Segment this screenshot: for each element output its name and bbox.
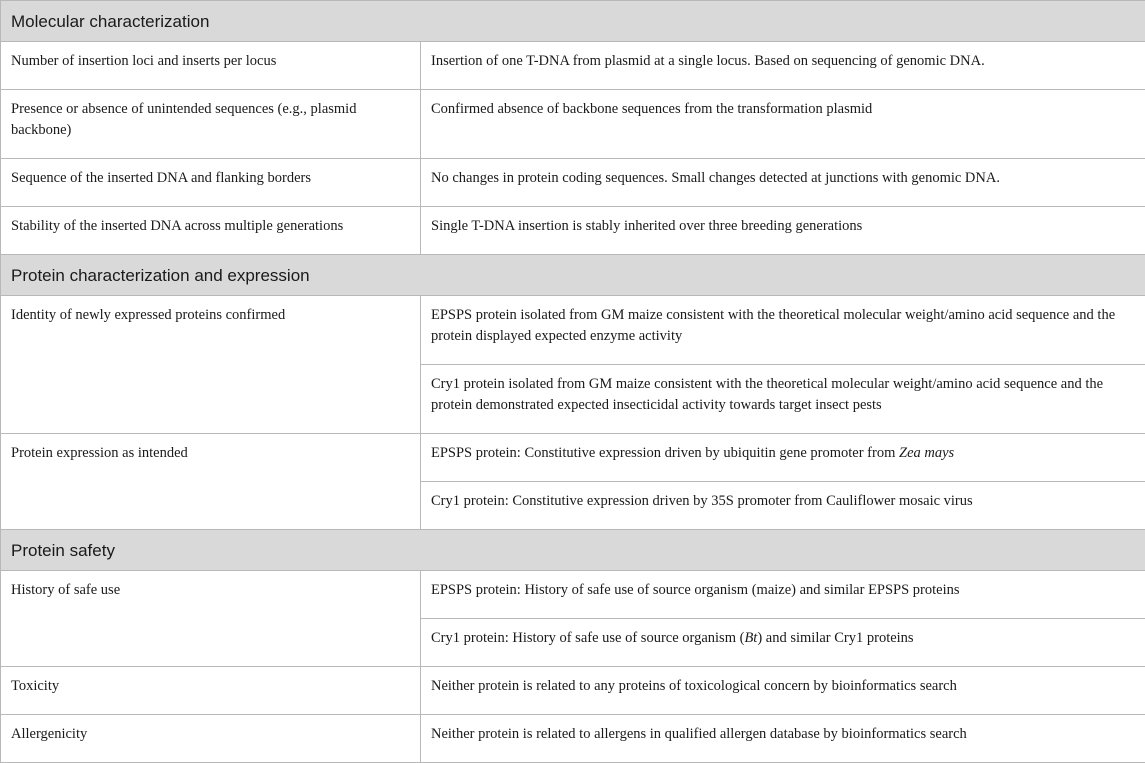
table-row	[1, 667, 1145, 715]
table-row	[1, 571, 1145, 619]
table-row	[1, 296, 1145, 365]
section-title: Protein characterization and expression	[1, 255, 1145, 296]
row-value: Insertion of one T-DNA from plasmid at a single locus. Based on sequencing of genomic DNA.	[421, 42, 1145, 90]
table-row	[1, 207, 1145, 255]
row-label: Identity of newly expressed proteins confirmed	[1, 296, 421, 434]
table-row	[1, 90, 1145, 159]
table-row	[1, 715, 1145, 763]
section-title: Molecular characterization	[1, 1, 1145, 42]
row-value: Neither protein is related to allergens in qualified allergen database by bioinformatics search	[421, 715, 1145, 763]
row-value: Neither protein is related to any proteins of toxicological concern by bioinformatics search	[421, 667, 1145, 715]
row-value-text: ) and similar Cry1 proteins	[757, 630, 913, 646]
table-row	[1, 434, 1145, 482]
row-value: Cry1 protein isolated from GM maize consistent with the theoretical molecular weight/amino acid sequence and the protein demonstrated expected insecticidal activity towards target insect pests	[421, 365, 1145, 434]
row-label: Allergenicity	[1, 715, 421, 763]
row-value: No changes in protein coding sequences. Small changes detected at junctions with genomic DNA.	[421, 159, 1145, 207]
species-name: Bt	[744, 630, 757, 646]
row-label: Stability of the inserted DNA across multiple generations	[1, 207, 421, 255]
row-label: Number of insertion loci and inserts per locus	[1, 42, 421, 90]
row-value: EPSPS protein: History of safe use of source organism (maize) and similar EPSPS proteins	[421, 571, 1145, 619]
row-value	[421, 619, 1145, 667]
species-name: Zea mays	[899, 445, 954, 461]
row-value	[421, 434, 1145, 482]
row-value: EPSPS protein isolated from GM maize consistent with the theoretical molecular weight/amino acid sequence and the protein displayed expected enzyme activity	[421, 296, 1145, 365]
section-header-row	[1, 530, 1145, 571]
section-header-row	[1, 255, 1145, 296]
table-row	[1, 159, 1145, 207]
section-title: Protein safety	[1, 530, 1145, 571]
table-row	[1, 42, 1145, 90]
row-value-text: EPSPS protein: Constitutive expression driven by ubiquitin gene promoter from	[431, 445, 899, 461]
row-label: Presence or absence of unintended sequences (e.g., plasmid backbone)	[1, 90, 421, 159]
row-value: Cry1 protein: Constitutive expression driven by 35S promoter from Cauliflower mosaic virus	[421, 482, 1145, 530]
row-value: Confirmed absence of backbone sequences from the transformation plasmid	[421, 90, 1145, 159]
row-value: Single T-DNA insertion is stably inherited over three breeding generations	[421, 207, 1145, 255]
row-label: Toxicity	[1, 667, 421, 715]
row-label: Protein expression as intended	[1, 434, 421, 530]
row-label: Sequence of the inserted DNA and flanking borders	[1, 159, 421, 207]
section-header-row	[1, 1, 1145, 42]
row-label: History of safe use	[1, 571, 421, 667]
row-value-text: Cry1 protein: History of safe use of source organism (	[431, 630, 744, 646]
